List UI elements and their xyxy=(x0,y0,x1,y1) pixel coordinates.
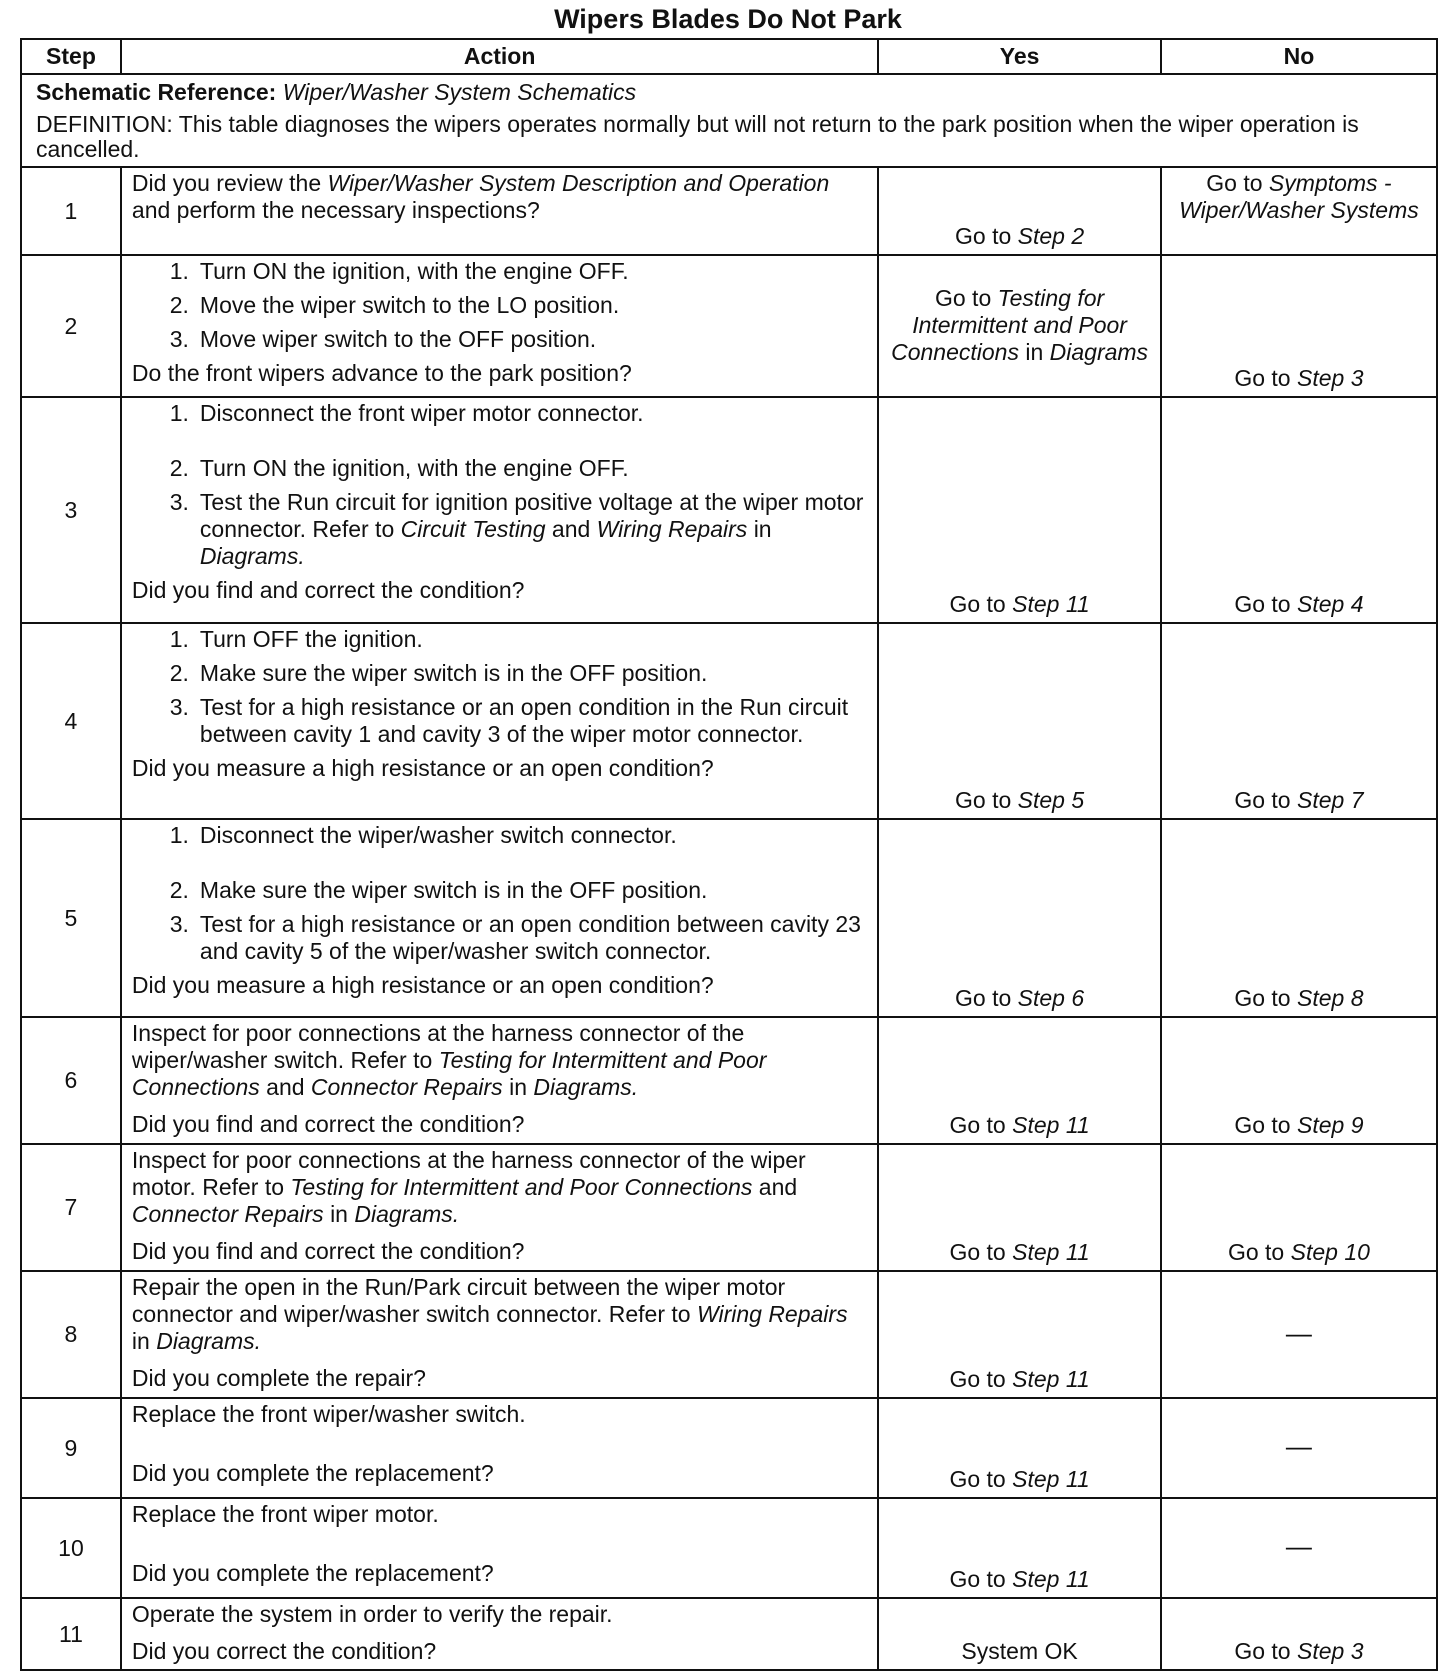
step-link[interactable]: Step 11 xyxy=(1012,1566,1090,1592)
action-cell xyxy=(121,1598,878,1670)
no-cell xyxy=(1161,819,1437,1017)
yes-cell xyxy=(878,1017,1161,1144)
list-item: 3. Test for a high resistance or an open condition in the Run circuit between cavity 1 and cavity 3 of the wiper motor connector. xyxy=(169,694,849,747)
definition-text: DEFINITION: This table diagnoses the wipers operates normally but will not return to the park position when the wiper operation is cancelled. xyxy=(36,111,1359,162)
no-cell xyxy=(1161,1398,1437,1498)
step-link[interactable]: Step 3 xyxy=(1297,1638,1364,1664)
table-row xyxy=(21,1498,1437,1598)
list-item: 3. Test for a high resistance or an open condition between cavity 23 and cavity 5 of the wiper/washer switch connector. xyxy=(169,911,861,964)
reference-link[interactable]: Diagrams. xyxy=(354,1201,460,1227)
table-row xyxy=(21,1144,1437,1271)
reference-link[interactable]: Testing for Intermittent and Poor Connections xyxy=(891,284,1127,365)
list-item: 2. Turn ON the ignition, with the engine OFF. xyxy=(169,455,629,481)
go-to-label: Go to xyxy=(955,787,1012,813)
action-text: Did you review the xyxy=(131,170,322,196)
instruction-list xyxy=(132,258,867,353)
yes-cell xyxy=(878,623,1161,819)
action-cell xyxy=(121,819,878,1017)
step-number: 1 xyxy=(21,167,121,255)
reference-link[interactable]: Diagrams. xyxy=(533,1074,639,1100)
reference-link[interactable]: Symptoms - Wiper/Washer Systems xyxy=(1179,170,1419,223)
action-text: Replace the front wiper motor. xyxy=(131,1501,439,1527)
schematic-link[interactable]: Wiper/Washer System Schematics xyxy=(282,79,637,105)
go-to-label: Go to xyxy=(1206,170,1263,196)
step-link[interactable]: Step 4 xyxy=(1297,591,1364,617)
list-item: 2. Make sure the wiper switch is in the OFF position. xyxy=(169,877,708,903)
step-number: 2 xyxy=(21,255,121,397)
info-cell xyxy=(21,74,1437,167)
yes-cell xyxy=(878,1271,1161,1398)
step-number: 11 xyxy=(21,1598,121,1670)
step-number: 10 xyxy=(21,1498,121,1598)
step-link[interactable]: Step 11 xyxy=(1012,1112,1090,1138)
table-row xyxy=(21,1271,1437,1398)
step-link[interactable]: Step 11 xyxy=(1012,1366,1090,1392)
question-text: Did you complete the repair? xyxy=(131,1365,426,1391)
table-row xyxy=(21,1017,1437,1144)
go-to-label: Go to xyxy=(955,223,1012,249)
list-item: 3. Move wiper switch to the OFF position. xyxy=(169,326,597,352)
reference-link[interactable]: Diagrams. xyxy=(156,1328,262,1354)
step-link[interactable]: Step 6 xyxy=(1017,985,1085,1011)
step-number: 4 xyxy=(21,623,121,819)
yes-cell: Go to Testing for Intermittent and Poor Connections in Diagrams xyxy=(878,255,1161,397)
action-text: and perform the necessary inspections? xyxy=(131,197,540,223)
action-cell xyxy=(121,1398,878,1498)
step-link[interactable]: Step 11 xyxy=(1012,591,1090,617)
step-link[interactable]: Step 5 xyxy=(1017,787,1085,813)
yes-cell xyxy=(878,167,1161,255)
action-cell xyxy=(121,255,878,397)
step-number: 6 xyxy=(21,1017,121,1144)
diagnostic-table xyxy=(20,38,1438,1671)
info-row xyxy=(21,74,1437,167)
yes-cell xyxy=(878,397,1161,623)
step-link[interactable]: Step 9 xyxy=(1297,1112,1364,1138)
table-row xyxy=(21,623,1437,819)
table-row xyxy=(21,1598,1437,1670)
question-text: Did you measure a high resistance or an open condition? xyxy=(131,972,714,998)
reference-link[interactable]: Diagrams xyxy=(1049,338,1149,365)
go-to-label: Go to xyxy=(1234,787,1291,813)
go-to-label: Go to xyxy=(949,591,1006,617)
no-dash: — xyxy=(1285,1531,1312,1561)
table-row xyxy=(21,255,1437,397)
header-row xyxy=(21,39,1437,74)
list-item: 1. Turn OFF the ignition. xyxy=(169,626,423,652)
action-cell xyxy=(121,167,878,255)
go-to-label: Go to xyxy=(949,1466,1006,1492)
question-text: Did you find and correct the condition? xyxy=(131,1238,525,1264)
question-text: Did you correct the condition? xyxy=(131,1638,437,1664)
step-number: 5 xyxy=(21,819,121,1017)
list-item: 1. Disconnect the front wiper motor connector. xyxy=(169,400,644,426)
yes-cell xyxy=(878,1144,1161,1271)
go-to-label: Go to xyxy=(949,1566,1006,1592)
step-link[interactable]: Step 3 xyxy=(1297,365,1364,391)
reference-link[interactable]: Wiring Repairs xyxy=(596,516,748,542)
action-cell xyxy=(121,1144,878,1271)
go-to-label: Go to xyxy=(1234,365,1291,391)
action-cell xyxy=(121,1498,878,1598)
step-link[interactable]: Step 11 xyxy=(1012,1239,1090,1265)
action-cell xyxy=(121,1271,878,1398)
result-text: System OK xyxy=(961,1638,1078,1664)
list-item: 3. Test the Run circuit for ignition positive voltage at the wiper motor connector. Refer to Circuit Testing and Wiring Repairs in Diagrams. xyxy=(169,489,864,569)
go-to-label: Go to xyxy=(1234,1638,1291,1664)
step-number: 3 xyxy=(21,397,121,623)
action-text: Operate the system in order to verify the repair. xyxy=(131,1601,613,1627)
no-dash: — xyxy=(1285,1431,1312,1461)
reference-link[interactable]: Testing for Intermittent and Poor Connections xyxy=(131,1047,767,1100)
reference-link[interactable]: Connector Repairs xyxy=(131,1201,324,1227)
reference-link[interactable]: Wiring Repairs xyxy=(696,1301,848,1327)
reference-link[interactable]: Wiper/Washer System Description and Operation xyxy=(327,170,830,196)
no-dash: — xyxy=(1285,1317,1312,1348)
action-cell xyxy=(121,397,878,623)
action-text: Inspect for poor connections at the harness connector of the wiper motor. Refer to Testing for Intermittent and Poor Connections and Connector Repairs in Diagrams. xyxy=(131,1147,806,1227)
question-text: Do the front wipers advance to the park position? xyxy=(131,360,632,386)
instruction-list xyxy=(132,400,867,570)
list-item: 2. Move the wiper switch to the LO position. xyxy=(169,292,620,318)
question-text: Did you find and correct the condition? xyxy=(131,577,525,603)
yes-cell xyxy=(878,819,1161,1017)
go-to-label: Go to xyxy=(955,985,1012,1011)
go-to-label: Go to xyxy=(949,1366,1006,1392)
schematic-reference xyxy=(36,79,1422,106)
question-text: Did you find and correct the condition? xyxy=(131,1111,525,1137)
question-text: Did you complete the replacement? xyxy=(131,1460,494,1486)
table-row xyxy=(21,167,1437,255)
instruction-list xyxy=(132,822,867,965)
reference-link[interactable]: Diagrams. xyxy=(199,543,305,569)
step-number: 8 xyxy=(21,1271,121,1398)
step-number: 7 xyxy=(21,1144,121,1271)
go-to-label: Go to xyxy=(949,1112,1006,1138)
go-to-label: Go to xyxy=(1234,985,1291,1011)
step-link[interactable]: Step 2 xyxy=(1017,223,1085,249)
question-text: Did you complete the replacement? xyxy=(131,1560,494,1586)
table-row xyxy=(21,819,1437,1017)
go-to-label: Go to xyxy=(1234,1112,1291,1138)
go-to-label: Go to xyxy=(949,1239,1006,1265)
reference-link[interactable]: Circuit Testing xyxy=(400,516,546,542)
no-cell xyxy=(1161,623,1437,819)
step-link[interactable]: Step 11 xyxy=(1012,1466,1090,1492)
go-to-label: Go to xyxy=(934,284,992,311)
step-link[interactable]: Step 7 xyxy=(1297,787,1364,813)
reference-link[interactable]: Connector Repairs xyxy=(310,1074,503,1100)
action-text: Inspect for poor connections at the harness connector of the wiper/washer switch. Refer to Testing for Intermittent and Poor Connections and Connector Repairs in Diagrams. xyxy=(131,1020,767,1100)
step-number: 9 xyxy=(21,1398,121,1498)
list-item: 1. Disconnect the wiper/washer switch connector. xyxy=(169,822,677,848)
step-link[interactable]: Step 8 xyxy=(1297,985,1364,1011)
page-title: Wipers Blades Do Not Park xyxy=(554,4,902,34)
no-cell xyxy=(1161,397,1437,623)
instruction-list xyxy=(132,626,867,748)
table-row xyxy=(21,1398,1437,1498)
no-cell xyxy=(1161,255,1437,397)
no-cell xyxy=(1161,1271,1437,1398)
action-cell xyxy=(121,623,878,819)
schematic-label: Schematic Reference: xyxy=(36,79,277,105)
step-link[interactable]: Step 10 xyxy=(1290,1239,1370,1265)
go-to-label: Go to xyxy=(1227,1239,1285,1265)
list-item: 2. Make sure the wiper switch is in the OFF position. xyxy=(169,660,708,686)
header-action: Action xyxy=(121,39,878,74)
no-cell xyxy=(1161,1498,1437,1598)
reference-link[interactable]: Testing for Intermittent and Poor Connections xyxy=(290,1174,753,1200)
yes-cell xyxy=(878,1398,1161,1498)
action-cell xyxy=(121,1017,878,1144)
yes-cell xyxy=(878,1598,1161,1670)
header-yes: Yes xyxy=(878,39,1161,74)
go-to-label: Go to xyxy=(1234,591,1291,617)
no-cell xyxy=(1161,1598,1437,1670)
no-cell xyxy=(1161,1144,1437,1271)
action-text: Repair the open in the Run/Park circuit between the wiper motor connector and wiper/washer switch connector. Refer to Wiring Repairs in Diagrams. xyxy=(131,1274,848,1354)
action-text: Replace the front wiper/washer switch. xyxy=(131,1401,526,1427)
header-no: No xyxy=(1161,39,1437,74)
header-step: Step xyxy=(21,39,121,74)
question-text: Did you measure a high resistance or an open condition? xyxy=(131,755,714,781)
table-row xyxy=(21,397,1437,623)
no-cell xyxy=(1161,167,1437,255)
yes-cell xyxy=(878,1498,1161,1598)
list-item: 1. Turn ON the ignition, with the engine OFF. xyxy=(169,258,629,284)
no-cell xyxy=(1161,1017,1437,1144)
